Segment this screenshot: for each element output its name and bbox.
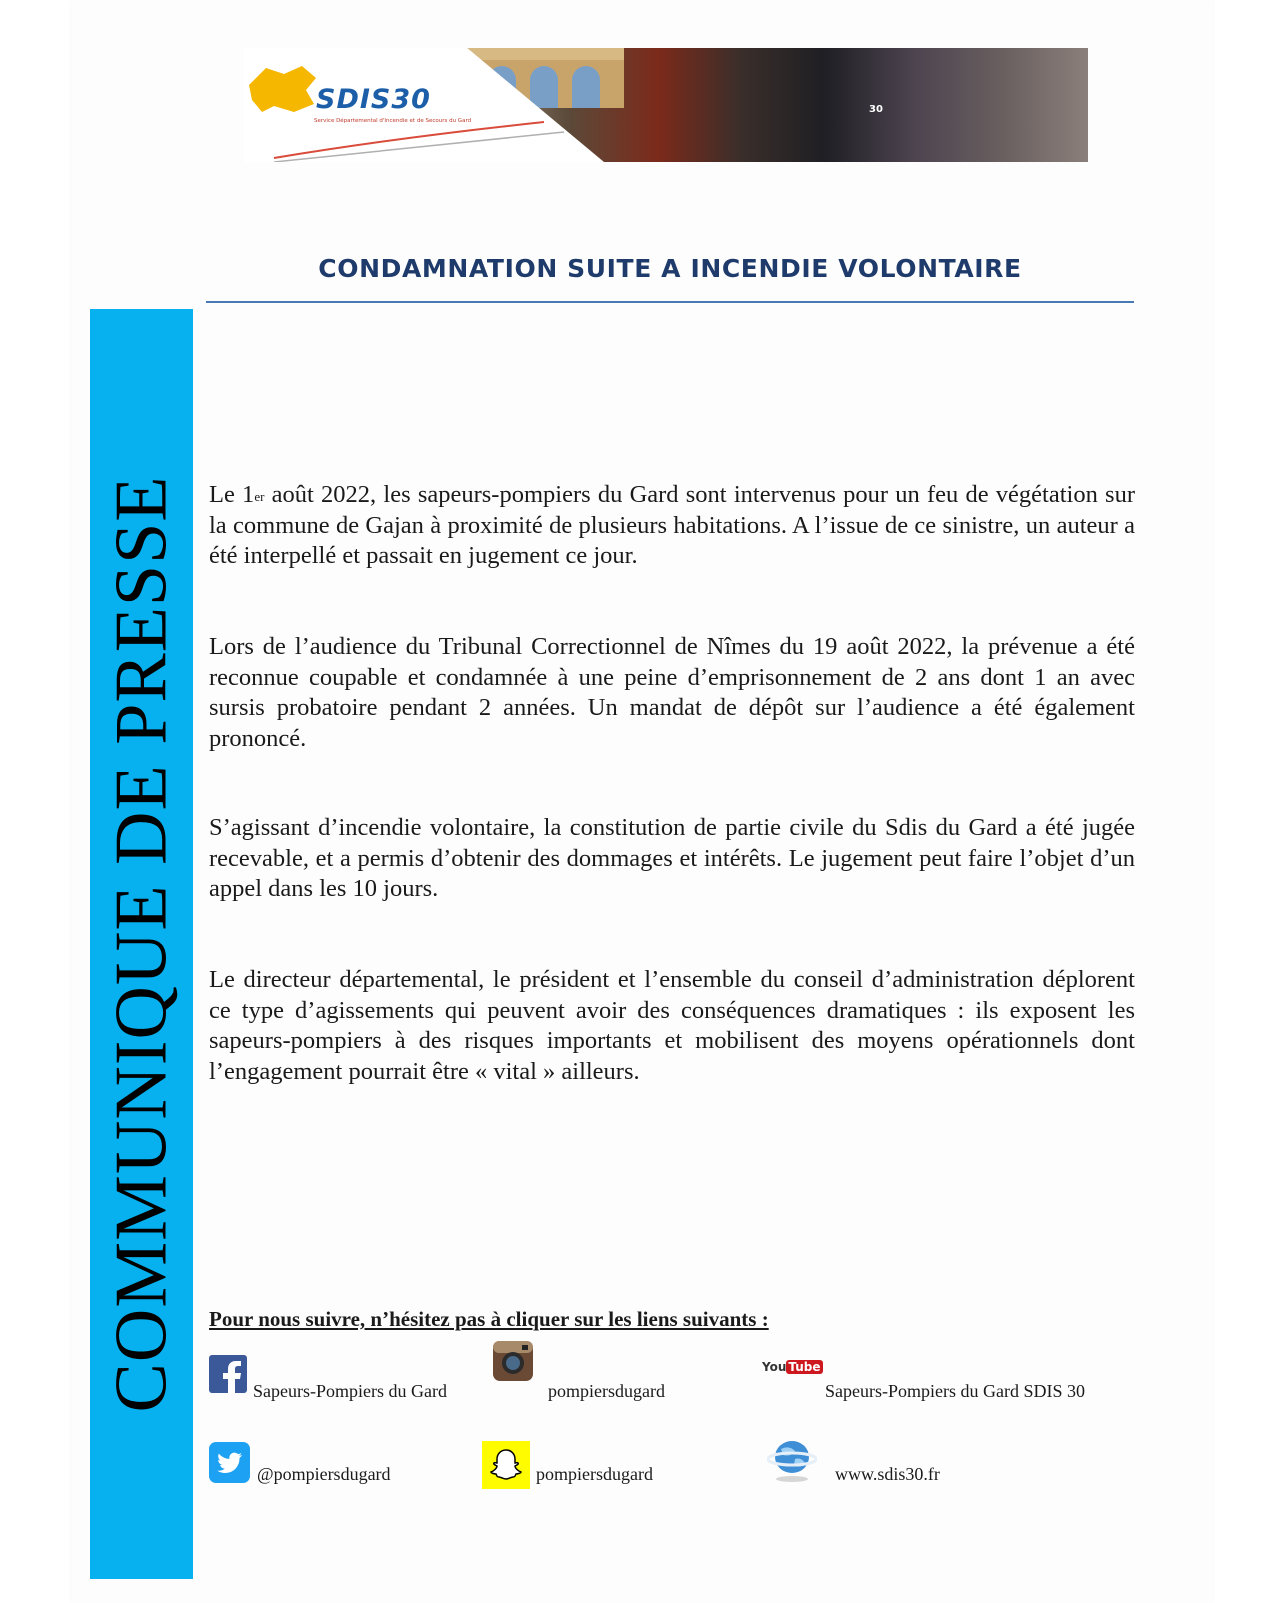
p4-text: Le directeur départemental, le président et l’ensemble du conseil d’administration déplorent ce type d’agissements qui peuvent avoir des conséquences dramatiques : ils exposent les sapeurs-pompiers à des risques importants et mobilisent des moyens opérationnels dont l’engagement pourrait être « vital » ailleurs. [209, 966, 1135, 1085]
sdis30-logo: SDIS30 [316, 84, 431, 115]
snapchat-icon[interactable] [482, 1441, 530, 1489]
p1-text: août 2022, les sapeurs-pompiers du Gard sont intervenus pour un feu de végétation sur la commune de Gajan à proximité de plusieurs habitations. A l’issue de ce sinistre, un auteur a été interpellé et passait en jugement ce jour. [209, 481, 1135, 569]
follow-heading: Pour nous suivre, n’hésitez pas à cliquer sur les liens suivants : [209, 1307, 769, 1331]
paragraph-1 [209, 480, 1135, 572]
website-link[interactable]: www.sdis30.fr [835, 1464, 940, 1484]
header-banner [244, 48, 1088, 162]
twitter-icon[interactable] [209, 1442, 250, 1483]
press-release-sidebar [90, 309, 193, 1579]
p3-text: S’agissant d’incendie volontaire, la constitution de partie civile du Sdis du Gard a été jugée recevable, et a permis d’obtenir des dommages et intérêts. Le jugement peut faire l’objet d’un appel dans les 10 jours. [209, 814, 1135, 902]
logo-subtitle: Service Départemental d'Incendie et de Secours du Gard [314, 118, 472, 124]
helmet-badge: 30 [869, 104, 883, 115]
page-title: CONDAMNATION SUITE A INCENDIE VOLONTAIRE [318, 254, 1022, 283]
instagram-link[interactable]: pompiersdugard [548, 1381, 665, 1401]
p1-start: Le 1 [209, 481, 255, 508]
facebook-icon[interactable] [209, 1355, 247, 1393]
twitter-link[interactable]: @pompiersdugard [257, 1464, 391, 1484]
paragraph-2 [209, 632, 1135, 754]
youtube-icon[interactable]: You Tube [762, 1360, 821, 1374]
p1-superscript: er [254, 489, 265, 504]
paragraph-4 [209, 965, 1135, 1087]
sidebar-label: COMMUNIQUE DE PRESSE [100, 475, 182, 1413]
instagram-icon[interactable] [493, 1341, 533, 1381]
title-divider [206, 301, 1134, 303]
globe-icon[interactable] [767, 1437, 817, 1483]
youtube-link[interactable]: Sapeurs-Pompiers du Gard SDIS 30 [825, 1381, 1085, 1401]
p2-text: Lors de l’audience du Tribunal Correctionnel de Nîmes du 19 août 2022, la prévenue a été reconnue coupable et condamnée à une peine d’emprisonnement de 2 ans dont 1 an avec sursis probatoire pendant 2 années. Un mandat de dépôt sur l’audience a été également prononcé. [209, 633, 1135, 752]
facebook-link[interactable]: Sapeurs-Pompiers du Gard [253, 1381, 447, 1401]
snapchat-link[interactable]: pompiersdugard [536, 1464, 653, 1484]
logo-swoosh [244, 108, 604, 162]
paragraph-3 [209, 813, 1135, 905]
